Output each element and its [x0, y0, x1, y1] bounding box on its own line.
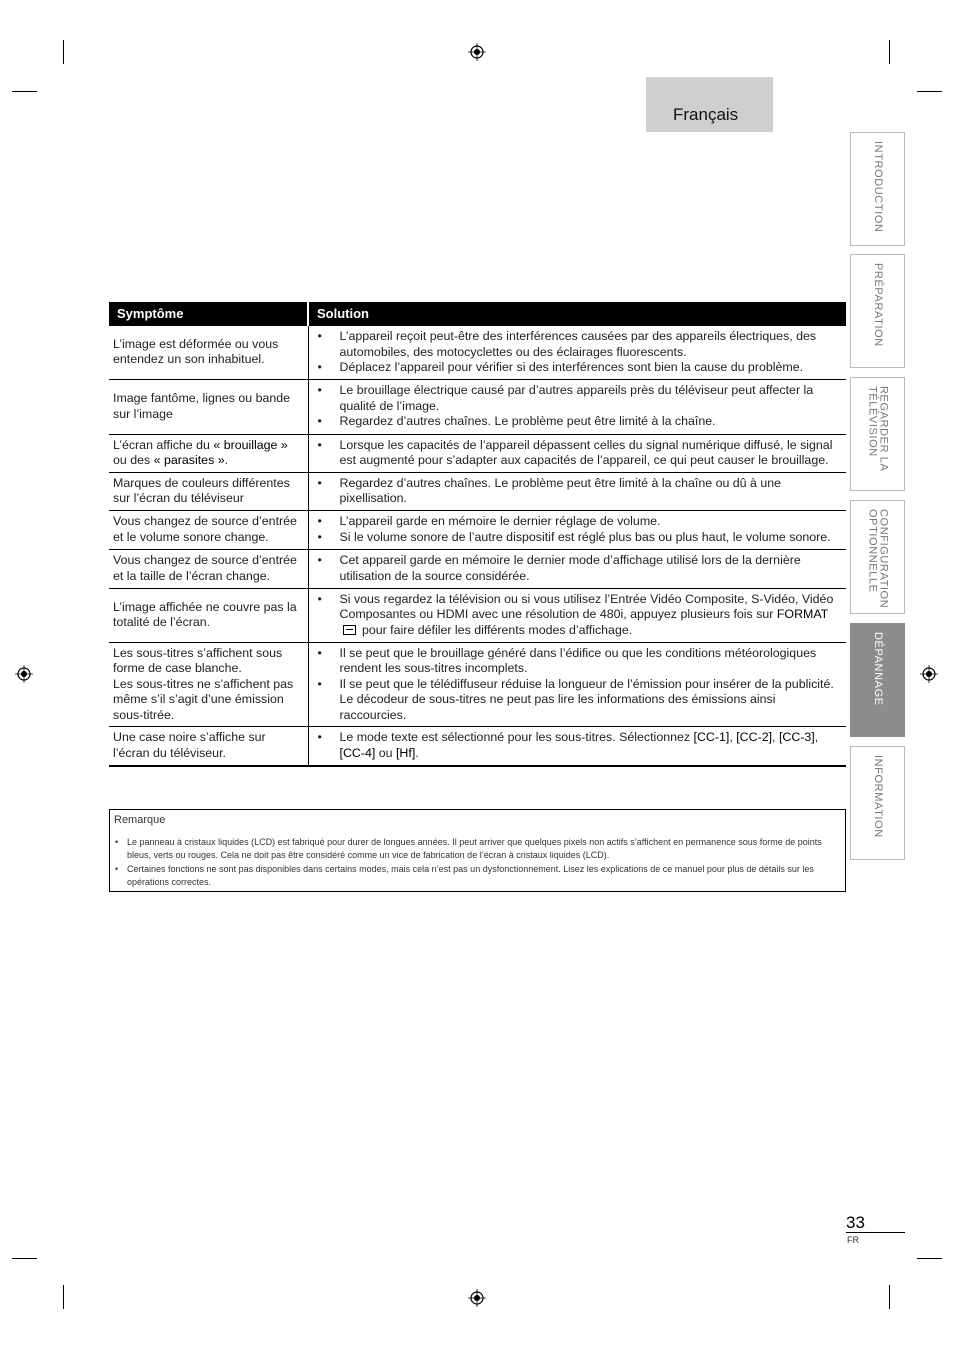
solution-item: • L’appareil reçoit peut-être des interférences causées par des appareils électriques, des automobiles, des motocyclettes ou des éclairages fluorescents.: [313, 329, 843, 360]
solution-cell: [308, 434, 846, 472]
note-list: [114, 836, 837, 889]
crop-mark: [917, 1258, 942, 1259]
side-tab-depannage[interactable]: [850, 623, 905, 737]
side-tab-information[interactable]: [850, 746, 905, 860]
solution-text: Si vous regardez la télévision ou si vous utilisez l’Entrée Vidéo Composite, S-Vidéo, Vidéo Composantes ou HDMI avec une résolution de 480i, appuyez plusieurs fois sur: [339, 591, 834, 622]
symptom-line: Les sous-titres s’affichent sous forme de case blanche.: [113, 645, 283, 675]
solution-text: ,: [772, 730, 779, 745]
symptom-cell: Vous changez de source d’entrée et la taille de l’écran change.: [109, 549, 308, 588]
registration-mark-icon: [468, 1289, 486, 1307]
solution-item: • Déplacez l’appareil pour vérifier si des interférences sont bien la cause du problème.: [313, 360, 843, 376]
symptom-line: Les sous-titres ne s’affichent pas même s’il s’agit d’une émission sous-titrée.: [113, 676, 294, 722]
column-header-solution: Solution: [308, 302, 846, 326]
format-button-label: FORMAT: [776, 607, 829, 622]
troubleshooting-table: [109, 302, 846, 767]
table-row: [109, 434, 846, 472]
symptom-cell: [109, 434, 308, 472]
crop-mark: [63, 40, 64, 64]
symptom-text: ou des: [113, 453, 154, 467]
crop-mark: [12, 1258, 37, 1259]
solution-text: ,: [814, 730, 819, 745]
solution-item: • L’appareil garde en mémoire le dernier réglage de volume.: [313, 514, 843, 530]
crop-mark: [12, 91, 37, 92]
side-tab-preparation[interactable]: [850, 254, 905, 368]
solution-cell: [308, 549, 846, 588]
solution-item: • Le brouillage électrique causé par d’autres appareils près du téléviseur peut affecter la qualité de l’image.: [313, 383, 843, 414]
solution-cell: [308, 510, 846, 549]
side-tab-label: INTRODUCTION: [872, 141, 884, 233]
solution-item: • Lorsque les capacités de l’appareil dépassent celles du signal numérique diffusé, le signal est augmenté pour s’adapter aux capacités de l’appareil, ce qui peut causer le brouillage.: [313, 438, 843, 469]
side-tab-regarder-television[interactable]: [850, 377, 905, 491]
solution-item: • Cet appareil garde en mémoire le dernier mode d’affichage utilisé lors de la dernière utilisation de la source considérée.: [313, 553, 843, 584]
table-row: [109, 549, 846, 588]
cc-option: [CC-3]: [778, 730, 815, 745]
table-row: [109, 510, 846, 549]
solution-cell: [308, 472, 846, 510]
side-tab-label: INFORMATION: [872, 755, 884, 838]
solution-cell: [308, 326, 846, 379]
table-row: [109, 642, 846, 727]
symptom-cell: [109, 642, 308, 727]
solution-cell: [308, 727, 846, 766]
symptom-cell: Une case noire s’affiche sur l’écran du téléviseur.: [109, 727, 308, 766]
cc-option: [CC-1]: [693, 730, 730, 745]
symptom-cell: Image fantôme, lignes ou bande sur l’image: [109, 379, 308, 434]
registration-mark-icon: [468, 43, 486, 61]
solution-item: [313, 730, 843, 761]
note-box: [109, 809, 846, 892]
language-tab: Français: [646, 77, 773, 132]
cc-option: [Hf]: [395, 745, 416, 760]
symptom-text: L’écran affiche du: [113, 437, 214, 452]
solution-item: [313, 592, 843, 639]
solution-item: • Regardez d’autres chaînes. Le problème peut être limité à la chaîne.: [313, 414, 843, 430]
note-item: • Certaines fonctions ne sont pas disponibles dans certains modes, mais cela n’est pas un dysfonctionnement. Lisez les explications de ce manuel pour plus de détails sur les opérations correctes.: [114, 863, 837, 890]
crop-mark: [889, 40, 890, 64]
solution-item: • Regardez d’autres chaînes. Le problème peut être limité à la chaîne ou dû à une pixellisation.: [313, 476, 843, 507]
page-number-rule: [846, 1232, 905, 1233]
cc-option: [CC-2]: [736, 730, 773, 745]
symptom-cell: Marques de couleurs différentes sur l’écran du téléviseur: [109, 472, 308, 510]
solution-item: • Il se peut que le brouillage généré dans l’édifice ou que les conditions météorologiques rendent les sous-titres incomplets.: [313, 646, 843, 677]
table-row: [109, 379, 846, 434]
table-row: [109, 472, 846, 510]
solution-cell: [308, 379, 846, 434]
side-tab-configuration[interactable]: [850, 500, 905, 614]
note-item: • Le panneau à cristaux liquides (LCD) est fabriqué pour durer de longues années. Il peut arriver que quelques pixels non actifs s’affichent en permanence sous forme de points bleus, verts ou rouges. Cela ne doit pas être considéré comme un vice de fabrication de l’écran à cristaux liquides (LCD).: [114, 836, 837, 863]
registration-mark-icon: [920, 665, 938, 683]
symptom-keyword: « brouillage »: [213, 437, 288, 452]
page-number: 33: [846, 1213, 865, 1232]
symptom-cell: L’image est déformée ou vous entendez un son inhabituel.: [109, 326, 308, 379]
side-tab-label: CONFIGURATION OPTIONNELLE: [866, 509, 890, 609]
symptom-cell: L’image affichée ne couvre pas la totalité de l’écran.: [109, 588, 308, 642]
solution-item: • Il se peut que le télédiffuseur réduise la longueur de l’émission pour insérer de la publicité. Le décodeur de sous-titres ne peut pas lire les informations des émissions ainsi raccourcies.: [313, 677, 843, 724]
table-row: [109, 326, 846, 379]
table-header-row: [109, 302, 846, 326]
symptom-cell: Vous changez de source d’entrée et le volume sonore change.: [109, 510, 308, 549]
table-row: [109, 727, 846, 766]
registration-mark-icon: [15, 665, 33, 683]
solution-text: Le mode texte est sélectionné pour les sous-titres. Sélectionnez: [339, 730, 694, 745]
solution-cell: [308, 588, 846, 642]
symptom-text: .: [224, 453, 229, 467]
crop-mark: [889, 1285, 890, 1309]
solution-text: ou: [375, 745, 396, 760]
note-title: Remarque: [114, 814, 166, 826]
solution-text: ,: [729, 730, 737, 745]
table-row: [109, 588, 846, 642]
side-tab-introduction[interactable]: [850, 132, 905, 246]
side-tab-label: PRÉPARATION: [872, 263, 884, 347]
solution-item: • Si le volume sonore de l’autre dispositif est réglé plus bas ou plus haut, le volume sonore.: [313, 530, 843, 546]
crop-mark: [917, 91, 942, 92]
column-header-symptom: Symptôme: [109, 302, 308, 326]
side-tab-label: DÉPANNAGE: [872, 632, 884, 706]
crop-mark: [63, 1285, 64, 1309]
side-tab-label: REGARDER LA TÉLÉVISION: [866, 386, 890, 472]
solution-text: pour faire défiler les différents modes d’affichage.: [358, 622, 633, 637]
cc-option: [CC-4]: [339, 745, 376, 760]
symptom-keyword: « parasites »: [153, 453, 225, 467]
solution-text: .: [415, 745, 419, 760]
format-icon: [343, 625, 356, 635]
solution-cell: [308, 642, 846, 727]
language-code: FR: [847, 1235, 859, 1245]
